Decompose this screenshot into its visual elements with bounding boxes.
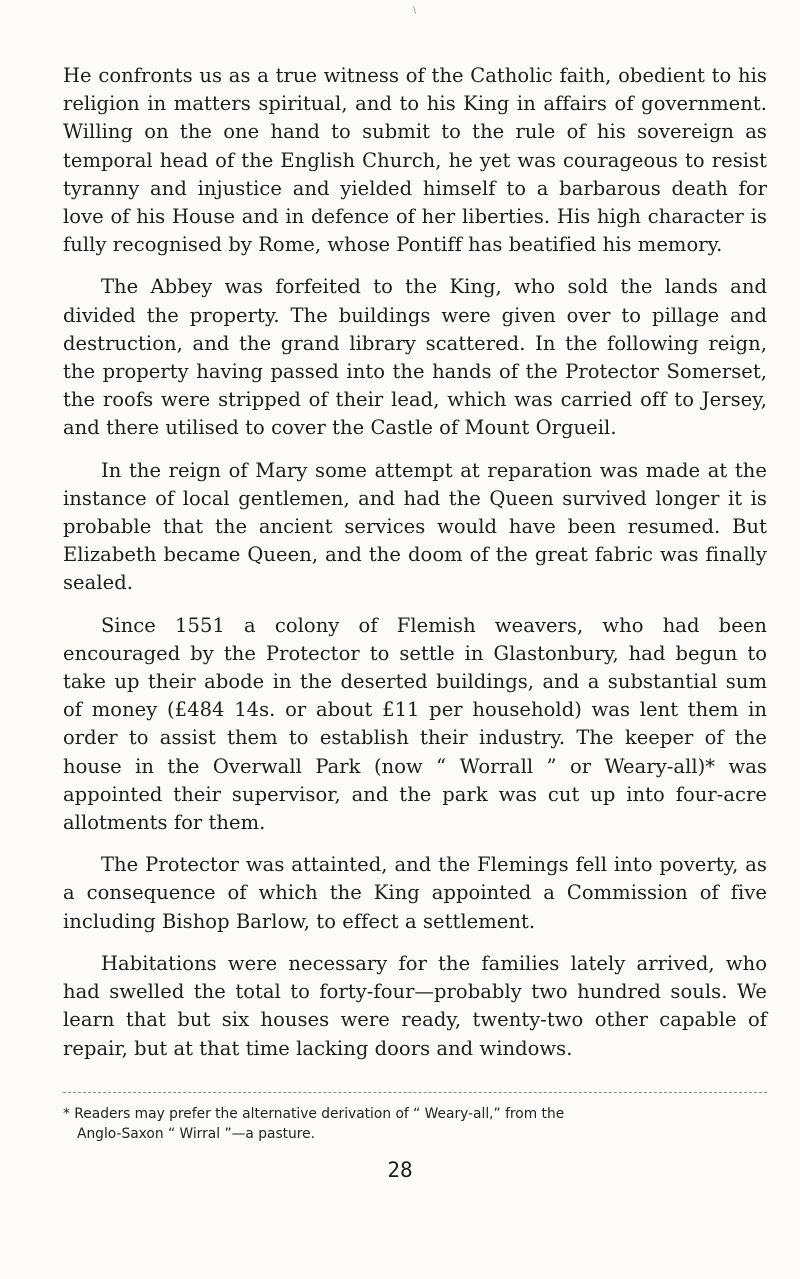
paragraph-6: Habitations were necessary for the families lately arrived, who had swelled the total to forty-four—probably two hundred souls. We learn that but six houses were ready, twenty-two other capable of repair, but at that time lacking doors and windows. — [63, 951, 767, 1060]
footnote-divider — [63, 1092, 767, 1093]
footnote — [63, 1104, 767, 1144]
paragraph-1: He confronts us as a true witness of the Catholic faith, obedient to his religion in matters spiritual, and to his King in affairs of government. Willing on the one hand to submit to the rule of his sovereign as temporal head of the English Church, he yet was courageous to resist tyranny and injustice and yielded himself to a barbarous death for love of his House and in defence of her liberties. His high character is fully recognised by Rome, whose Pontiff has beatified his memory. — [63, 64, 767, 257]
page-body — [63, 62, 767, 1063]
paragraph-5: The Protector was attainted, and the Flemings fell into poverty, as a consequence of which the King appointed a Commission of five including Bishop Barlow, to effect a settlement. — [63, 853, 767, 933]
paragraph-3: In the reign of Mary some attempt at reparation was made at the instance of local gentlemen, and had the Queen survived longer it is probable that the ancient services would have been resumed. But Elizabeth became Queen, and the doom of the great fabric was finally sealed. — [63, 458, 767, 595]
footnote-line-1: * Readers may prefer the alternative derivation of “ Weary-all,” from the — [63, 1106, 565, 1122]
footnote-line-2: Anglo-Saxon “ Wirral ”—a pasture. — [77, 1126, 316, 1142]
scan-mark: \ — [413, 6, 417, 16]
paragraph-2: The Abbey was forfeited to the King, who sold the lands and divided the property. The buildings were given over to pillage and destruction, and the grand library scattered. In the following reign, the property having passed into the hands of the Protector Somerset, the roofs were stripped of their lead, which was carried off to Jersey, and there utilised to cover the Castle of Mount Orgueil. — [63, 275, 767, 440]
page-number: 28 — [387, 1158, 413, 1182]
paragraph-4: Since 1551 a colony of Flemish weavers, who had been encouraged by the Protector to settle in Glastonbury, had begun to take up their abode in the deserted buildings, and a substantial sum of money (£484 14s. or about £11 per household) was lent them in order to assist them to establish their industry. The keeper of the house in the Overwall Park (now “ Worrall ” or Weary-all)* was appointed their supervisor, and the park was cut up into four-acre allotments for them. — [63, 613, 767, 835]
